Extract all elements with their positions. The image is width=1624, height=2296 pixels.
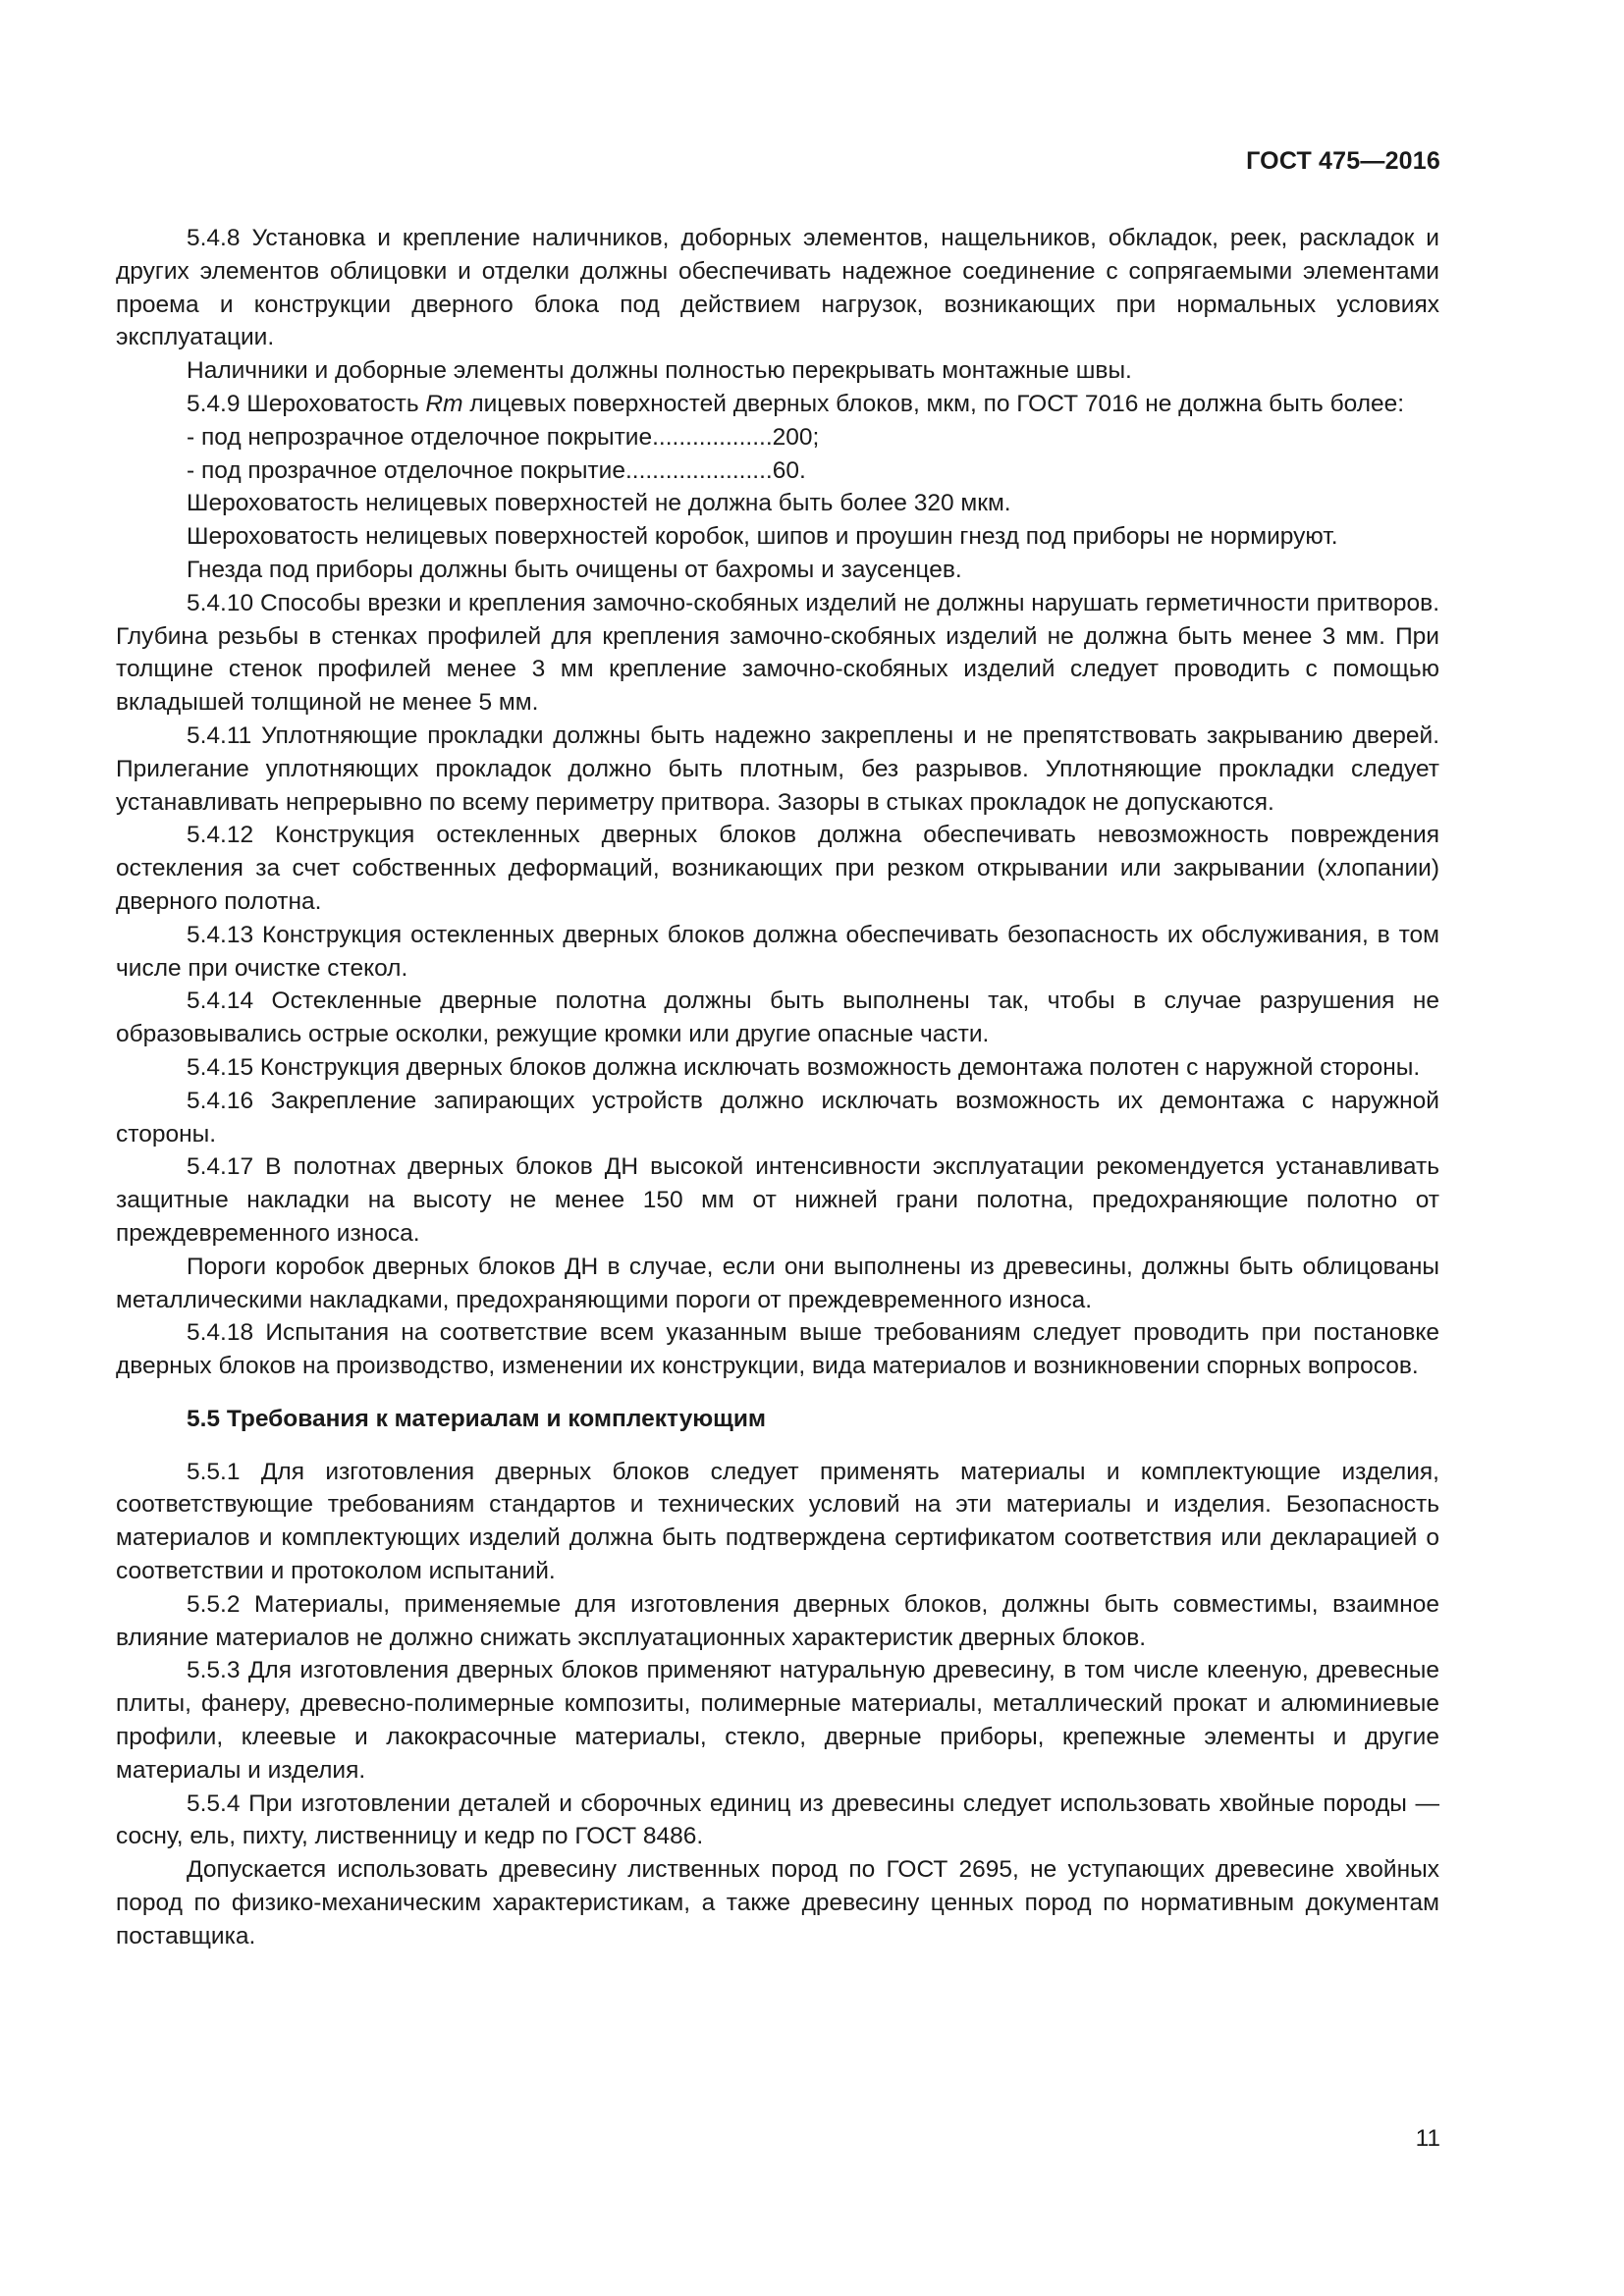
paragraph-5-4-11: 5.4.11 Уплотняющие прокладки должны быть надежно закреплены и не препятствовать закрыванию дверей. Прилегание уплотняющих прокладок должно быть плотным, без разрывов. Уплотняющие прокладки следует устанавливать непрерывно по всему периметру притвора. Зазоры в стыках прокладок не допускаются. (116, 721, 1439, 816)
paragraph-5-4-9-rest: лицевых поверхностей дверных блоков, мкм, по ГОСТ 7016 не должна быть более: (462, 390, 1405, 417)
paragraph-5-5-2: 5.5.2 Материалы, применяемые для изготовления дверных блоков, должны быть совместимы, взаимное влияние материалов не должно снижать эксплуатационных характеристик дверных блоков. (116, 1590, 1439, 1651)
roughness-opaque-item: - под непрозрачное отделочное покрытие..................200; (187, 423, 820, 451)
paragraph-5-4-9-boxes: Шероховатость нелицевых поверхностей коробок, шипов и проушин гнезд под приборы не нормируют. (187, 523, 1338, 551)
paragraph-5-5-4: 5.5.4 При изготовлении деталей и сборочных единиц из древесины следует использовать хвойные породы — сосну, ель, пихту, лиственницу и кедр по ГОСТ 8486. (116, 1789, 1439, 1850)
paragraph-5-4-12: 5.4.12 Конструкция остекленных дверных блоков должна обеспечивать невозможность повреждения остекления за счет собственных деформаций, возникающих при резком открывании или закрывании (хлопании) дверного полотна. (116, 822, 1439, 915)
paragraph-5-5-4-hardwood: Допускается использовать древесину лиственных пород по ГОСТ 2695, не уступающих древесине хвойных пород по физико-механическим характеристикам, а также древесину ценных пород по нормативным документам поставщика. (116, 1856, 1439, 1949)
paragraph-5-4-9 (116, 388, 1439, 421)
paragraph-5-4-13: 5.4.13 Конструкция остекленных дверных блоков должна обеспечивать безопасность их обслуживания, в том числе при очистке стекол. (116, 921, 1439, 982)
paragraph-5-4-9-sockets: Гнезда под приборы должны быть очищены от бахромы и заусенцев. (187, 556, 962, 583)
paragraph-5-4-10: 5.4.10 Способы врезки и крепления замочно-скобяных изделий не должны нарушать герметичности притворов. Глубина резьбы в стенках профилей для крепления замочно-скобяных изделий не должна быть менее 3 мм. При толщине стенок профилей менее 3 мм крепление замочно-скобяных изделий следует проводить с помощью вкладышей толщиной не менее 5 мм. (116, 589, 1439, 717)
paragraph-5-4-9-nonface: Шероховатость нелицевых поверхностей не должна быть более 320 мкм. (187, 490, 1011, 517)
page-number: 11 (1415, 2125, 1440, 2152)
document-designation: ГОСТ 475—2016 (1246, 147, 1440, 175)
paragraph-5-4-17: 5.4.17 В полотнах дверных блоков ДН высокой интенсивности эксплуатации рекомендуется устанавливать защитные накладки на высоту не менее 150 мм от нижней грани полотна, предохраняющие полотно от преждевременного износа. (116, 1153, 1439, 1247)
paragraph-5-4-18: 5.4.18 Испытания на соответствие всем указанным выше требованиям следует проводить при постановке дверных блоков на производство, изменении их конструкции, вида материалов и возникновении спорных вопросов. (116, 1319, 1439, 1380)
paragraph-5-5-1: 5.5.1 Для изготовления дверных блоков следует применять материалы и комплектующие изделия, соответствующие требованиям стандартов и технических условий на эти материалы и изделия. Безопасность материалов и комплектующих изделий должна быть подтверждена сертификатом соответствия или декларацией о соответствии и протоколом испытаний. (116, 1458, 1439, 1585)
document-body (116, 222, 1439, 1953)
roughness-symbol: Rm (425, 390, 463, 417)
roughness-transparent-item: - под прозрачное отделочное покрытие......................60. (187, 456, 806, 484)
paragraph-5-4-9-lead: 5.4.9 Шероховатость (187, 390, 426, 417)
paragraph-5-4-16: 5.4.16 Закрепление запирающих устройств должно исключать возможность их демонтажа с наружной стороны. (116, 1087, 1439, 1148)
paragraph-5-4-15: 5.4.15 Конструкция дверных блоков должна исключать возможность демонтажа полотен с наружной стороны. (187, 1053, 1421, 1081)
paragraph-5-5-3: 5.5.3 Для изготовления дверных блоков применяют натуральную древесину, в том числе клееную, древесные плиты, фанеру, древесно-полимерные композиты, полимерные материалы, металлический прокат и алюминиевые профили, клеевые и лакокрасочные материалы, стекло, дверные приборы, крепежные элементы и другие материалы и изделия. (116, 1657, 1439, 1784)
paragraph-5-4-17-thresholds: Пороги коробок дверных блоков ДН в случае, если они выполнены из древесины, должны быть облицованы металлическими накладками, предохраняющими пороги от преждевременного износа. (116, 1253, 1439, 1313)
section-heading-5-5: 5.5 Требования к материалам и комплектующим (187, 1405, 766, 1432)
paragraph-5-4-14: 5.4.14 Остекленные дверные полотна должны быть выполнены так, чтобы в случае разрушения не образовывались острые осколки, режущие кромки или другие опасные части. (116, 988, 1439, 1048)
paragraph-5-4-8-note: Наличники и доборные элементы должны полностью перекрывать монтажные швы. (187, 357, 1132, 385)
paragraph-5-4-8: 5.4.8 Установка и крепление наличников, доборных элементов, нащельников, обкладок, реек, раскладок и других элементов облицовки и отделки должны обеспечивать надежное соединение с сопрягаемыми элементами проема и конструкции дверного блока под действием нагрузок, возникающих при нормальных условиях эксплуатации. (116, 225, 1439, 351)
